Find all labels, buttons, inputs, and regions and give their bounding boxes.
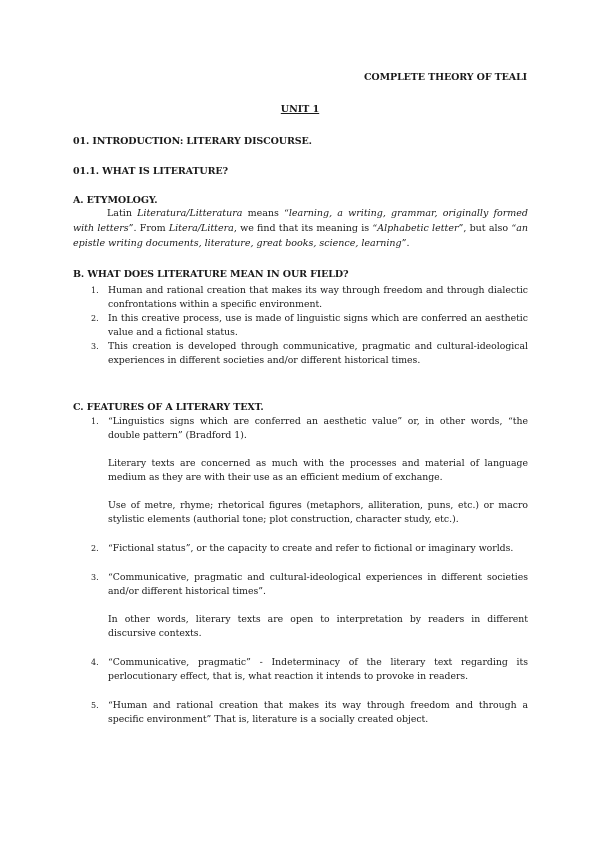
list-item: 5. “Human and rational creation that makes its way through freedom and through a specific environment” That is, literature is a socially created object. [91,700,528,725]
list-item: 2. “Fictional status”, or the capacity to create and refer to fictional or imaginary worlds. [91,543,514,554]
list-item: 3. This creation is developed through communicative, pragmatic and cultural-ideological experiences in different societies and/or different historical times. [91,341,528,366]
etymology-heading: A. ETYMOLOGY. [73,195,158,206]
document-title: COMPLETE THEORY OF TEALI [363,72,527,83]
features-heading: C. FEATURES OF A LITERARY TEXT. [73,402,264,413]
etymology-paragraph: Latin Literatura/Litteratura means “learning, a writing, grammar, originally formed with letters”. From Litera/Littera, we find that its meaning is “Alphabetic letter”, but also “an epistle writing documents, literature, great books, science, learning”. [73,208,528,249]
unit-heading: UNIT 1 [280,104,320,115]
list-item: 4. “Communicative, pragmatic” - Indeterminacy of the literary text regarding its perlocutionary effect, that is, what reaction it intends to provoke in readers. [91,657,528,682]
list-item: 1. Human and rational creation that makes its way through freedom and through dialectic confrontations within a specific environment. [91,285,528,310]
list-item: 2. In this creative process, use is made of linguistic signs which are conferred an aesthetic value and a fictional status. [91,313,528,338]
field-meaning-heading: B. WHAT DOES LITERATURE MEAN IN OUR FIELD? [73,269,349,280]
list-item: 1. “Linguistics signs which are conferred an aesthetic value” or, in other words, “the double pattern” (Bradford 1). Literary texts are concerned as much with the processes and material of language medium as they are with their use as an efficient medium of exchange. Use of metre, rhyme; rhetorical figures (metaphors, alliteration, puns, etc.) or macro stylistic elements (authorial tone; plot construction, character study, etc.). [91,416,528,525]
section-what-is-literature-heading: 01.1. WHAT IS LITERATURE? [73,166,228,177]
list-item: 3. “Communicative, pragmatic and cultural-ideological experiences in different societies and/or different historical times”. In other words, literary texts are open to interpretation by readers in different discursive contexts. [91,572,528,639]
section-introduction-heading: 01. INTRODUCTION: LITERARY DISCOURSE. [73,136,312,147]
field-meaning-list [73,284,528,368]
features-list [73,415,528,742]
